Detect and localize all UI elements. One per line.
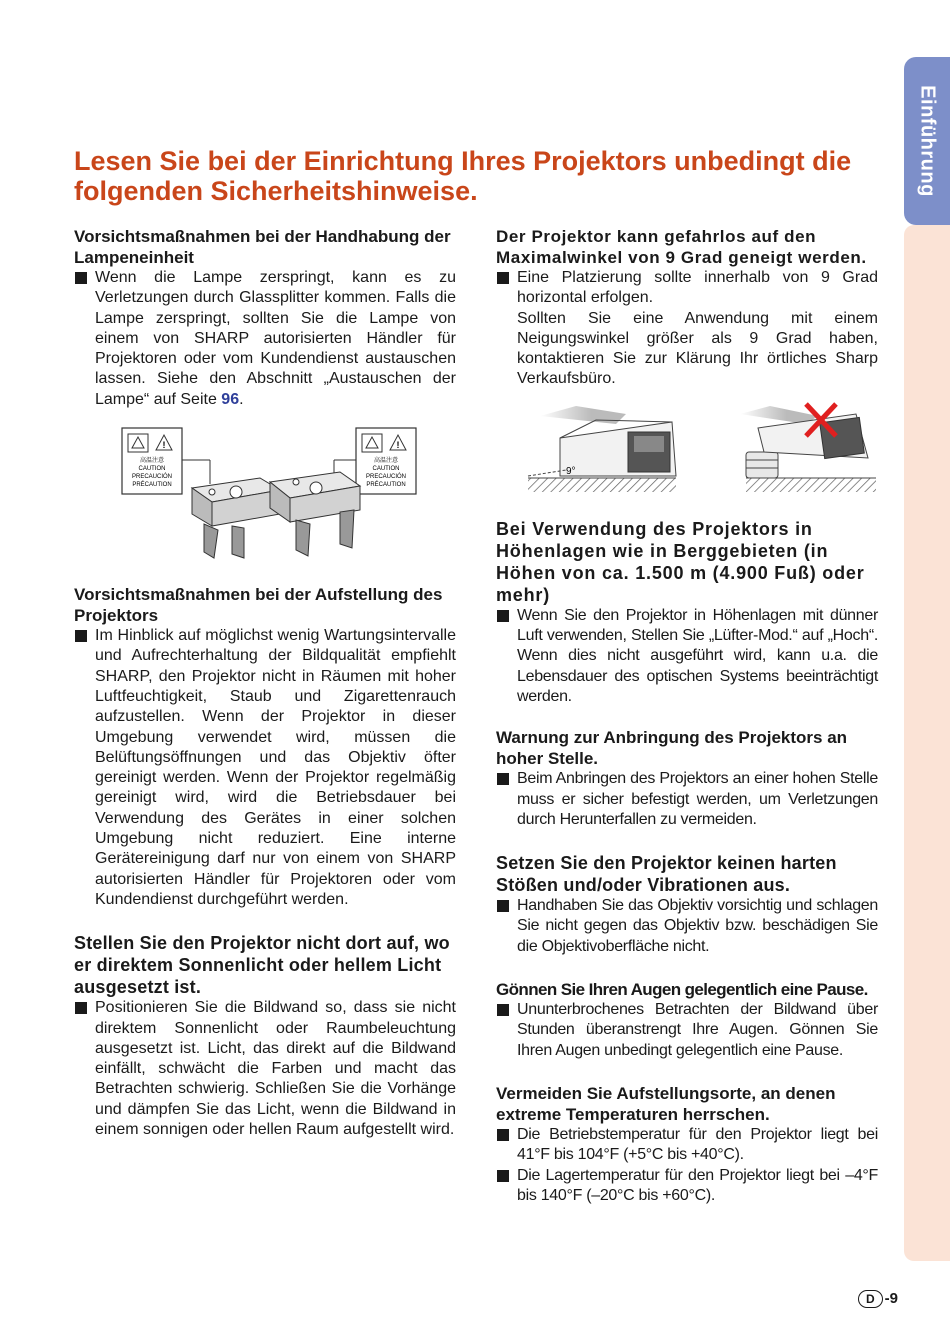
bullet-text: Ununterbrochenes Betrachten der Bildwand über Stunden überanstrengt Ihre Augen. Gönnen Sie Ihren Augen unbedingt gelegentlich eine Pause. bbox=[496, 1000, 878, 1061]
paragraph-text: Sollten Sie eine Anwendung mit einem Neigungswinkel größer als 9 Grad haben, kontaktieren Sie zur Klärung Ihr örtliches Sharp Verkaufsbüro. bbox=[517, 309, 878, 388]
page-title: Lesen Sie bei der Einrichtung Ihres Projektors unbedingt die folgenden Sicherheitshinweise. bbox=[74, 146, 852, 206]
caution-label-en: CAUTION bbox=[138, 466, 166, 473]
section-title: Bei Verwendung des Projektors in Höhenlagen wie in Berggebieten (in Höhen von ca. 1.500 m (4.900 Fuß) oder mehr) bbox=[496, 518, 865, 605]
page-number bbox=[858, 1290, 898, 1308]
bullet-text bbox=[74, 268, 456, 410]
bullet-text: Wenn Sie den Projektor in Höhenlagen mit dünner Luft verwenden, Stellen Sie „Lüfter-Mod.“ auf „Hoch“. Wenn dies nicht ausgeführt wird, kann u.a. die Lebensdauer des optischen Systems beeinträchtigt werden. bbox=[496, 606, 878, 707]
tilt-angle-label: 9° bbox=[566, 465, 576, 477]
bullet-text: Eine Platzierung sollte innerhalb von 9 Grad horizontal erfolgen. bbox=[496, 268, 878, 309]
caution-label-en-2: CAUTION bbox=[372, 466, 400, 473]
tilt-illustration bbox=[496, 402, 878, 502]
bullet-body: Wenn die Lampe zerspringt, kann es zu Verletzungen durch Glassplitter kommen. Falls die Lampe zerspringt, sollten Sie die Lampe von einem von SHARP autorisierten Händler für Projektoren oder vom Kundendienst austauschen lassen. Siehe den Abschnitt „Austauschen der Lampe“ auf Seite bbox=[95, 269, 456, 408]
section-title: Vermeiden Sie Aufstellungsorte, an denen extreme Temperaturen herrschen. bbox=[496, 1083, 836, 1124]
section-title: Der Projektor kann gefahrlos auf den Maximalwinkel von 9 Grad geneigt werden. bbox=[496, 227, 867, 267]
section-title: Setzen Sie den Projektor keinen harten Stößen und/oder Vibrationen aus. bbox=[496, 853, 837, 896]
lamp-unit-illustration bbox=[120, 426, 420, 576]
lamp-unit-drawing bbox=[120, 426, 420, 576]
section-tilt-angle bbox=[496, 226, 878, 390]
left-column bbox=[74, 226, 456, 1140]
caution-label-fr: PRÉCAUTION bbox=[132, 482, 172, 489]
section-title: Vorsichtsmaßnahmen bei der Aufstellung des Projektors bbox=[74, 585, 443, 626]
caution-label-fr-2: PRÉCAUTION bbox=[366, 482, 406, 489]
section-temperatures bbox=[496, 1083, 878, 1206]
section-lamp-handling bbox=[74, 226, 456, 410]
section-shocks bbox=[496, 852, 878, 957]
caution-label-es-2: PRECAUCIÓN bbox=[365, 474, 407, 481]
caution-label-es: PRECAUCIÓN bbox=[131, 474, 173, 481]
section-title: Stellen Sie den Projektor nicht dort auf, wo er direktem Sonnenlicht oder hellem Licht ausgesetzt ist. bbox=[74, 933, 450, 998]
bullet-text: Im Hinblick auf möglichst wenig Wartungsintervalle und Aufrechterhaltung der Bildqualität empfiehlt SHARP, den Projektor nicht in Räumen mit hoher Luftfeuchtigkeit, Staub und Zigarettenrauch aufzustellen. Wenn der Projektor in dieser Umgebung verwendet wird, müssen die Belüftungsöffnungen und das Objektiv öfter gereinigt werden. Wenn der Projektor regelmäßig gereinigt wird, wird die Betriebsdauer bei Verwendung des Gerätes in einer solchen Umgebung nicht reduziert. Eine interne Gerätereinigung darf nur von einem von SHARP autorisierten Händler für Projektoren oder vom Kundendienst durchgeführt werden. bbox=[74, 626, 456, 910]
side-strip bbox=[904, 225, 950, 1261]
page-number-value: -9 bbox=[884, 1290, 899, 1307]
section-installation bbox=[74, 584, 456, 910]
chapter-tab[interactable] bbox=[904, 57, 950, 225]
section-high-altitude bbox=[496, 518, 878, 707]
caution-label-jp-2: 高温注意 bbox=[373, 457, 399, 465]
page-reference-link[interactable]: 96 bbox=[221, 390, 240, 408]
section-high-mounting bbox=[496, 727, 878, 830]
bullet-text: Die Betriebstemperatur für den Projektor liegt bei 41°F bis 104°F (+5°C bis +40°C). bbox=[496, 1125, 878, 1166]
section-title: Warnung zur Anbringung des Projektors an hoher Stelle. bbox=[496, 728, 848, 769]
bullet-text: Handhaben Sie das Objektiv vorsichtig und schlagen Sie nicht gegen das Objektiv bzw. beschädigen Sie die Objektivoberfläche nicht. bbox=[496, 896, 878, 957]
bullet-text: Positionieren Sie die Bildwand so, dass sie nicht direktem Sonnenlicht oder Raumbeleuchtung ausgesetzt ist. Licht, das direkt auf die Bildwand einfällt, schwächt die Farben und macht das Betrachten schwierig. Schließen Sie die Vorhänge und dämpfen Sie das Licht, wenn die Bildwand in einem sonnigen oder hellen Raum aufgestellt wird. bbox=[74, 998, 456, 1140]
right-column bbox=[496, 226, 878, 1206]
tilt-drawing bbox=[496, 402, 878, 502]
language-letter: D bbox=[858, 1290, 883, 1308]
svg-text:!: ! bbox=[162, 440, 166, 451]
bullet-text: Beim Anbringen des Projektors an einer hohen Stelle muss er sicher befestigt werden, um Verletzungen durch Herunterfallen zu vermeiden. bbox=[496, 769, 878, 830]
section-sunlight bbox=[74, 932, 456, 1140]
chapter-tab-label: Einführung bbox=[916, 85, 939, 197]
svg-text:!: ! bbox=[396, 440, 400, 451]
section-eye-rest bbox=[496, 979, 878, 1061]
bullet-text: Die Lagertemperatur für den Projektor liegt bei –4°F bis 140°F (–20°C bis +60°C). bbox=[496, 1166, 878, 1207]
bullet-end: . bbox=[239, 390, 244, 408]
section-title: Gönnen Sie Ihren Augen gelegentlich eine Pause. bbox=[496, 980, 868, 1000]
section-title: Vorsichtsmaßnahmen bei der Handhabung der Lampeneinheit bbox=[74, 227, 451, 267]
caution-label-jp: 高温注意 bbox=[139, 457, 165, 465]
